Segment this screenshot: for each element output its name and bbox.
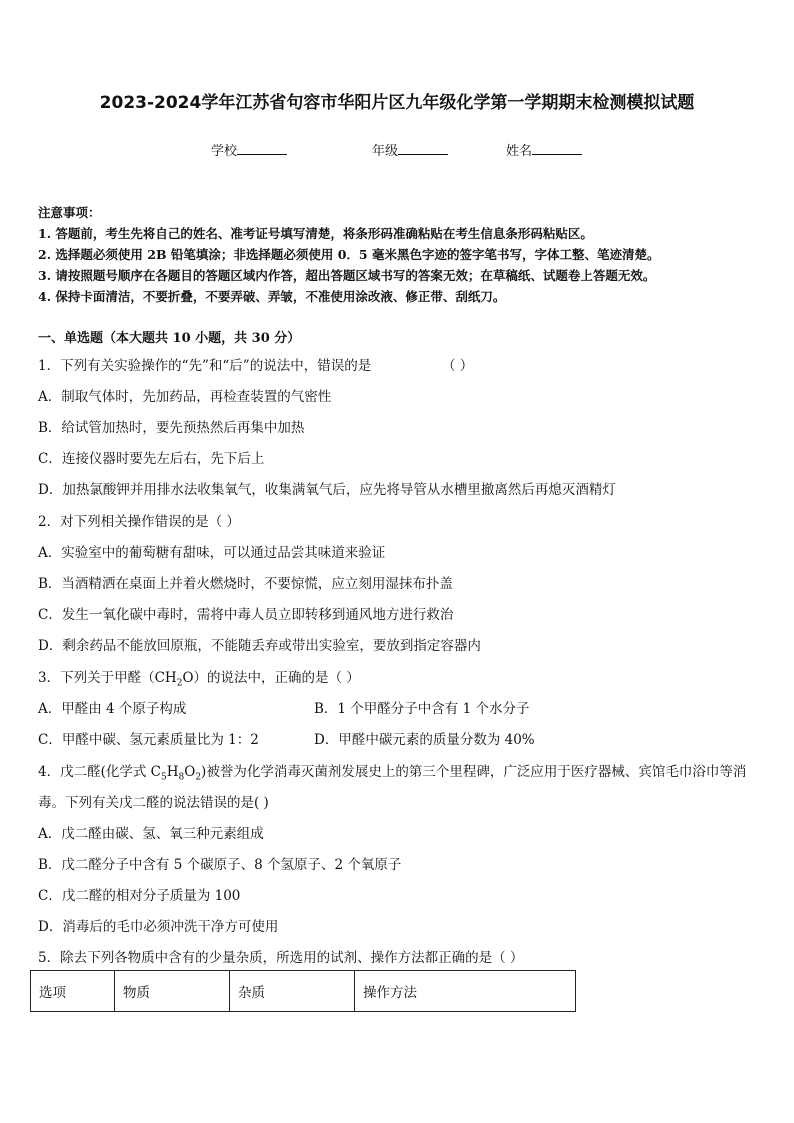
name-label: 姓名	[506, 144, 533, 159]
question-2-stem: 2．对下列相关操作错误的是（ ）	[38, 514, 240, 530]
school-field	[211, 140, 287, 159]
table-header-cell: 选项	[31, 971, 115, 1012]
exam-title: 2023-2024学年江苏省句容市华阳片区九年级化学第一学期期末检测模拟试题	[99, 93, 695, 113]
table-header-row	[31, 971, 576, 1012]
notice-heading: 注意事项：	[38, 205, 101, 220]
question-4-option-d: D．消毒后的毛巾必须冲洗干净方可使用	[38, 919, 279, 935]
table-header-cell: 杂质	[230, 971, 355, 1012]
table-header-cell: 操作方法	[355, 971, 576, 1012]
question-1-option-d: D．加热氯酸钾并用排水法收集氧气，收集满氧气后，应先将导管从水槽里撤离然后再熄灭酒精灯	[38, 482, 616, 498]
question-5-stem: 5．除去下列各物质中含有的少量杂质，所选用的试剂、操作方法都正确的是（ ）	[38, 950, 524, 966]
notice-item: 3. 请按照题号顺序在各题目的答题区域内作答，超出答题区域书写的答案无效；在草稿纸、试题卷上答题无效。	[38, 268, 656, 283]
name-field	[506, 140, 582, 159]
question-1-stem: 1．下列有关实验操作的“先”和“后”的说法中，错误的是	[38, 358, 372, 374]
question-2-option-b: B．当酒精洒在桌面上并着火燃烧时，不要惊慌，应立刻用湿抹布扑盖	[38, 576, 453, 592]
grade-blank	[398, 141, 448, 155]
question-4-option-b: B．戊二醛分子中含有 5 个碳原子、8 个氢原子、2 个氧原子	[38, 857, 402, 873]
question-4-stem: 4．戊二醛(化学式 $C_5H_8O_2$)被誉为化学消毒灭菌剂发展史上的第三个里程碑，广泛应用于医疗器械、宾馆毛巾浴巾等消	[38, 764, 747, 783]
question-3-option-c: C．甲醛中碳、氢元素质量比为 1：2	[38, 732, 259, 748]
question-4-stem-continued: 毒。下列有关戊二醛的说法错误的是( )	[38, 795, 269, 811]
notice-item: 1. 答题前，考生先将自己的姓名、准考证号填写清楚，将条形码准确粘贴在考生信息条形码粘贴区。	[38, 226, 593, 241]
question-4-option-c: C．戊二醛的相对分子质量为 100	[38, 888, 241, 904]
question-3-stem: 3．下列关于甲醛$(CH_2O)$的说法中，正确的是（ ）	[38, 670, 360, 689]
question-1-answer-blank: （ ）	[442, 358, 474, 374]
question-3-option-b: B．1 个甲醛分子中含有 1 个水分子	[314, 701, 530, 717]
question-4-option-a: A．戊二醛由碳、氢、氧三种元素组成	[38, 826, 264, 842]
table-header-cell: 物质	[115, 971, 230, 1012]
school-label: 学校	[211, 144, 238, 159]
name-blank	[532, 141, 582, 155]
grade-label: 年级	[372, 144, 399, 159]
question-3-option-a: A．甲醛由 4 个原子构成	[38, 701, 187, 717]
section-title: 一、单选题（本大题共 10 小题，共 30 分）	[38, 331, 301, 346]
question-2-option-c: C．发生一氧化碳中毒时，需将中毒人员立即转移到通风地方进行救治	[38, 607, 454, 623]
question-1-option-c: C．连接仪器时要先左后右，先下后上	[38, 451, 265, 467]
question-1-option-b: B．给试管加热时，要先预热然后再集中加热	[38, 420, 305, 436]
question-5-table	[30, 970, 576, 1012]
notice-item: 4. 保持卡面清洁，不要折叠，不要弄破、弄皱，不准使用涂改液、修正带、刮纸刀。	[38, 289, 506, 304]
school-blank	[237, 141, 287, 155]
question-2-option-d: D．剩余药品不能放回原瓶，不能随丢弃或带出实验室，要放到指定容器内	[38, 638, 481, 654]
question-3-option-d: D．甲醛中碳元素的质量分数为 40%	[314, 732, 535, 748]
notice-item: 2. 选择题必须使用 2B 铅笔填涂；非选择题必须使用 0．5 毫米黑色字迹的签字笔书写，字体工整、笔迹清楚。	[38, 247, 660, 262]
question-2-option-a: A．实验室中的葡萄糖有甜味，可以通过品尝其味道来验证	[38, 545, 386, 561]
grade-field	[372, 140, 448, 159]
question-1-option-a: A．制取气体时，先加药品，再检查装置的气密性	[38, 389, 332, 405]
